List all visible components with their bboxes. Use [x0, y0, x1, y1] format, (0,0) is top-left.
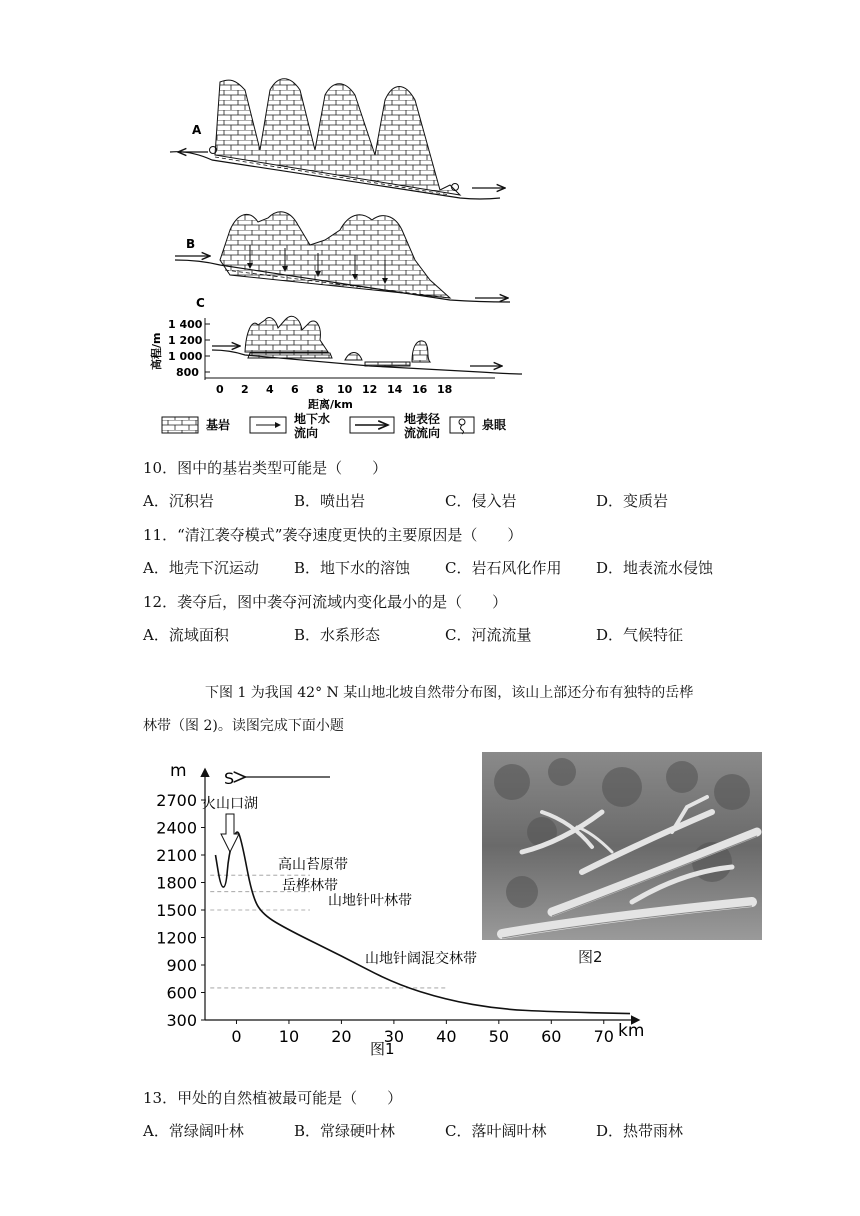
- question-11-option-c[interactable]: C．岩石风化作用: [445, 559, 562, 577]
- x-tick-label: 0: [231, 1027, 242, 1046]
- question-12-option-d[interactable]: D．气候特征: [596, 626, 684, 644]
- question-13-stem: 13．甲处的自然植被最可能是（ ）: [143, 1089, 403, 1107]
- question-10-option-c[interactable]: C．侵入岩: [445, 492, 517, 510]
- intro-line-1: 下图 1 为我国 42° N 某山地北坡自然带分布图，该山上部还分布有独特的岳桦: [205, 685, 694, 701]
- fig1-y-axis-label: 高程/m: [150, 332, 163, 370]
- legend-bedrock-label: 基岩: [206, 418, 231, 432]
- fig1-y-tick: 1 400: [168, 318, 203, 331]
- question-13-option-c[interactable]: C．落叶阔叶林: [445, 1122, 547, 1140]
- panel-b-label: B: [186, 237, 196, 251]
- chart-caption: 图1: [370, 1040, 395, 1058]
- x-tick-label: 30: [383, 1027, 405, 1046]
- question-11-stem: 11．“清江袭夺模式”袭夺速度更快的主要原因是（ ）: [143, 526, 523, 544]
- chart-y-unit: m: [170, 761, 187, 781]
- zone-label-conifer: 山地针叶林带: [328, 893, 412, 909]
- legend-groundwater-label-1: 地下水: [294, 412, 331, 426]
- zone-label-mixed: 山地针阔混交林带: [365, 951, 477, 967]
- panel-c-label: C: [196, 296, 205, 310]
- fig1-x-tick: 8: [316, 383, 324, 396]
- fig1-x-tick: 0: [216, 383, 224, 396]
- question-10-stem: 10．图中的基岩类型可能是（ ）: [143, 459, 388, 477]
- fig1-y-tick: 1 200: [168, 334, 203, 347]
- y-tick-label: 300: [166, 1011, 197, 1030]
- question-11-option-a[interactable]: A．地壳下沉运动: [143, 559, 259, 577]
- legend-runoff-label-2: 流流向: [404, 426, 441, 440]
- question-11-option-d[interactable]: D．地表流水侵蚀: [596, 559, 714, 577]
- x-tick-label: 10: [278, 1027, 300, 1046]
- x-tick-label: 50: [488, 1027, 510, 1046]
- x-tick-label: 70: [593, 1027, 614, 1046]
- fig1-x-tick: 14: [387, 383, 403, 396]
- direction-label: S: [224, 769, 235, 788]
- legend-spring-label: 泉眼: [482, 418, 507, 432]
- question-13-option-a[interactable]: A．常绿阔叶林: [143, 1122, 244, 1140]
- chart-x-unit: km: [618, 1021, 645, 1041]
- x-tick-label: 20: [331, 1027, 352, 1046]
- question-10-option-d[interactable]: D．变质岩: [596, 492, 669, 510]
- fig1-x-tick: 18: [437, 383, 453, 396]
- y-tick-label: 1200: [156, 928, 197, 948]
- question-12-option-a[interactable]: A．流域面积: [143, 626, 229, 644]
- y-tick-label: 2400: [156, 818, 197, 838]
- y-tick-label: 900: [166, 956, 197, 975]
- fig1-y-tick: 1 000: [168, 350, 203, 363]
- legend-groundwater-label-2: 流向: [294, 426, 319, 440]
- question-12-option-b[interactable]: B．水系形态: [294, 626, 381, 644]
- x-tick-label: 60: [541, 1027, 562, 1046]
- y-tick-label: 1500: [156, 901, 197, 920]
- fig1-x-tick: 16: [412, 383, 428, 396]
- y-tick-label: 2100: [156, 846, 197, 865]
- birch-forest-photo: [482, 752, 762, 940]
- photo-caption-text: 图2: [578, 948, 603, 966]
- y-tick-label: 2700: [156, 791, 197, 810]
- fig1-x-tick: 2: [241, 383, 249, 396]
- fig1-x-tick: 10: [337, 383, 353, 396]
- question-13-option-d[interactable]: D．热带雨林: [596, 1122, 684, 1140]
- panel-a-label: A: [192, 123, 202, 137]
- zone-label-birch: 岳桦林带: [282, 878, 338, 894]
- intro-line-2: 林带（图 2)。读图完成下面小题: [143, 718, 344, 734]
- legend-runoff-label-1: 地表径: [404, 412, 441, 426]
- fig1-x-tick: 6: [291, 383, 299, 396]
- question-11-option-b[interactable]: B．地下水的溶蚀: [294, 559, 411, 577]
- question-12-stem: 12．袭夺后，图中袭夺河流域内变化最小的是（ ）: [143, 593, 508, 611]
- question-12-option-c[interactable]: C．河流流量: [445, 626, 532, 644]
- x-tick-label: 40: [436, 1027, 457, 1046]
- y-tick-label: 600: [166, 983, 197, 1003]
- crater-lake-label: 火山口湖: [202, 796, 258, 812]
- zone-label-tundra: 高山苔原带: [278, 857, 348, 873]
- fig1-x-axis-label: 距离/km: [308, 398, 353, 411]
- question-10-option-b[interactable]: B．喷出岩: [294, 492, 366, 510]
- fig1-x-tick: 4: [266, 383, 274, 396]
- fig1-y-tick: 800: [176, 366, 199, 379]
- question-13-option-b[interactable]: B．常绿硬叶林: [294, 1122, 396, 1140]
- river-capture-figure: [150, 70, 550, 440]
- question-10-option-a[interactable]: A．沉积岩: [143, 492, 214, 510]
- bedrock-pattern-icon: [162, 417, 198, 433]
- fig1-x-tick: 12: [362, 383, 378, 396]
- y-tick-label: 1800: [156, 873, 197, 893]
